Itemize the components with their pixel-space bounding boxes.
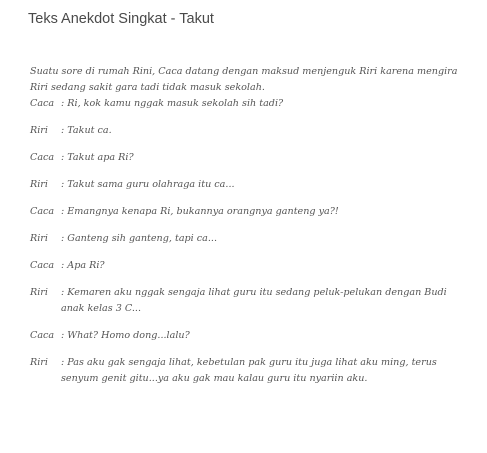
page-title: Teks Anekdot Singkat - Takut [28,11,214,27]
speaker-name: Riri [30,357,48,368]
dialogue-line [30,328,460,344]
speaker-name: Riri [30,179,48,190]
dialogue-text: : Takut ca. [61,125,112,136]
speaker-name: Caca [30,152,55,163]
speaker-name: Riri [30,125,48,136]
dialogue-text: : Ganteng sih ganteng, tapi ca... [61,233,218,244]
speaker-name: Caca [30,98,55,109]
dialogue-text: : Ri, kok kamu nggak masuk sekolah sih tadi? [61,98,284,109]
dialogue-text: : Takut apa Ri? [61,152,134,163]
dialogue-line [30,96,460,112]
dialogue-line [30,285,460,317]
intro-paragraph: Suatu sore di rumah Rini, Caca datang dengan maksud menjenguk Riri karena mengira Riri sedang sakit gara tadi tidak masuk sekolah. [30,66,458,93]
dialogue-text: : Kemaren aku nggak sengaja lihat guru itu sedang peluk-pelukan dengan Budi anak kelas 3 C... [61,287,447,314]
anecdote-body [30,64,460,387]
dialogue-text: : What? Homo dong...lalu? [61,330,190,341]
speaker-name: Caca [30,330,55,341]
speaker-name: Caca [30,206,55,217]
speaker-name: Caca [30,260,55,271]
dialogue-line [30,204,460,220]
dialogue-line [30,355,460,387]
dialogue-line [30,231,460,247]
dialogue-text: : Takut sama guru olahraga itu ca... [61,179,235,190]
dialogue-line [30,123,460,139]
dialogue-text: : Apa Ri? [61,260,105,271]
dialogue-line [30,150,460,166]
dialogue-text: : Emangnya kenapa Ri, bukannya orangnya ganteng ya?! [61,206,339,217]
speaker-name: Riri [30,233,48,244]
dialogue-text: : Pas aku gak sengaja lihat, kebetulan pak guru itu juga lihat aku ming, terus senyum genit gitu...ya aku gak mau kalau guru itu nyariin aku. [61,357,437,384]
speaker-name: Riri [30,287,48,298]
dialogue-line [30,258,460,274]
dialogue-line [30,177,460,193]
